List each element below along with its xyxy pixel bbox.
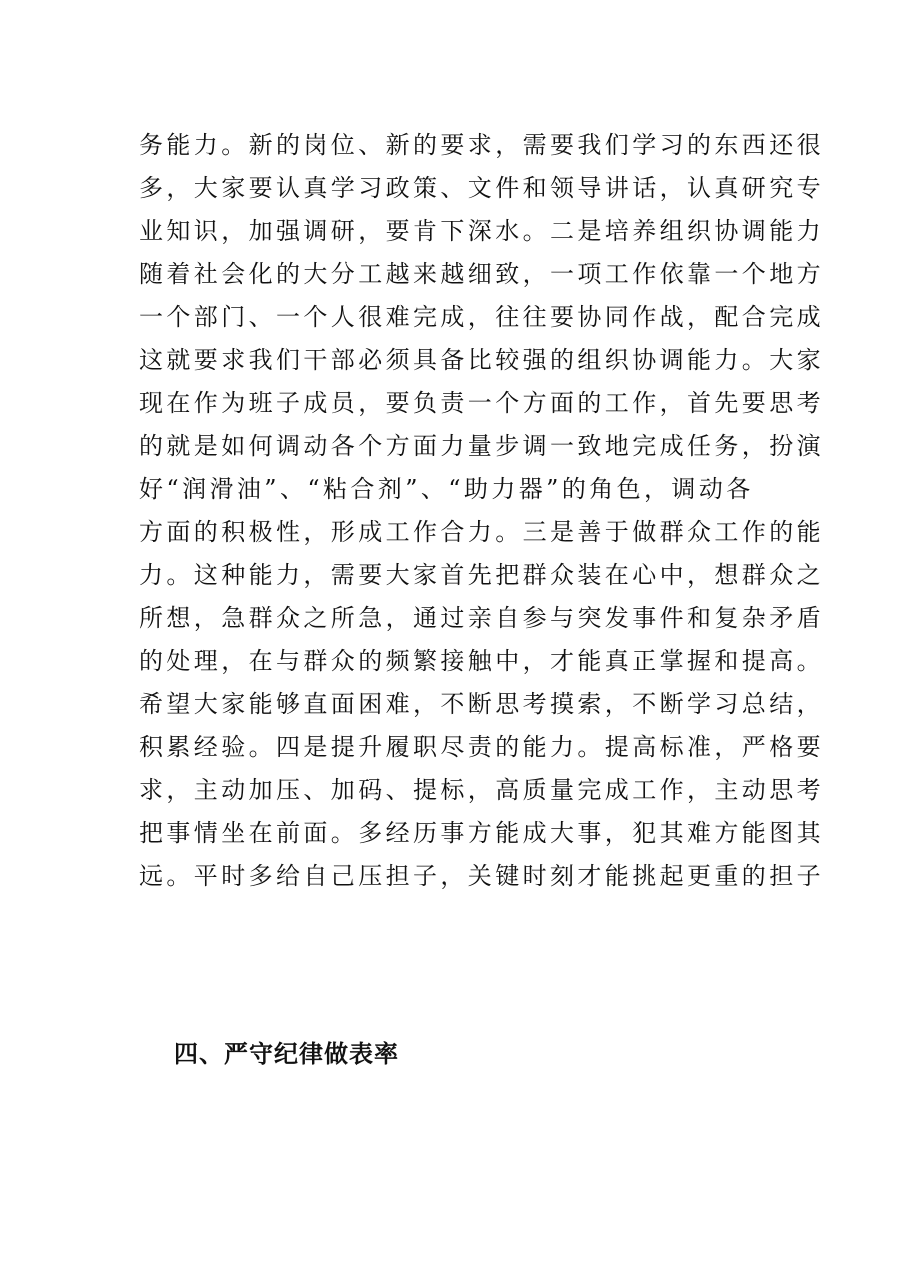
text-line: 把事情坐在前面。多经历事方能成大事，犯其难方能图其 — [139, 819, 824, 847]
text-line: 积累经验。四是提升履职尽责的能力。提高标准，严格要 — [139, 733, 824, 761]
text-line: 的就是如何调动各个方面力量步调一致地完成任务，扮演 — [139, 432, 824, 460]
text-line: 希望大家能够直面困难，不断思考摸索，不断学习总结， — [139, 690, 824, 718]
text-line: 求，主动加压、加码、提标，高质量完成工作，主动思考 — [139, 776, 824, 804]
section-heading: 四、严守纪律做表率 — [174, 1040, 399, 1068]
text-line: 务能力。新的岗位、新的要求，需要我们学习的东西还很 — [139, 131, 824, 159]
text-line: 的处理，在与群众的频繁接触中，才能真正掌握和提高。 — [139, 647, 824, 675]
text-line: 现在作为班子成员，要负责一个方面的工作，首先要思考 — [139, 389, 824, 417]
text-line: 所想，急群众之所急，通过亲自参与突发事件和复杂矛盾 — [139, 604, 824, 632]
text-line: 多，大家要认真学习政策、文件和领导讲话，认真研究专 — [139, 174, 824, 202]
text-line: 业知识，加强调研，要肯下深水。二是培养组织协调能力 — [139, 217, 824, 245]
text-line: 方面的积极性，形成工作合力。三是善于做群众工作的能 — [139, 518, 824, 546]
text-line: 随着社会化的大分工越来越细致，一项工作依靠一个地方 — [139, 260, 824, 288]
text-line: 好“润滑油”、“粘合剂”、“助力器”的角色，调动各 — [139, 475, 754, 503]
text-line: 这就要求我们干部必须具备比较强的组织协调能力。大家 — [139, 346, 824, 374]
text-line: 力。这种能力，需要大家首先把群众装在心中，想群众之 — [139, 561, 824, 589]
text-line: 远。平时多给自己压担子，关键时刻才能挑起更重的担子 — [139, 862, 824, 890]
body-paragraph — [139, 124, 824, 898]
text-line: 一个部门、一个人很难完成，往往要协同作战，配合完成 — [139, 303, 824, 331]
